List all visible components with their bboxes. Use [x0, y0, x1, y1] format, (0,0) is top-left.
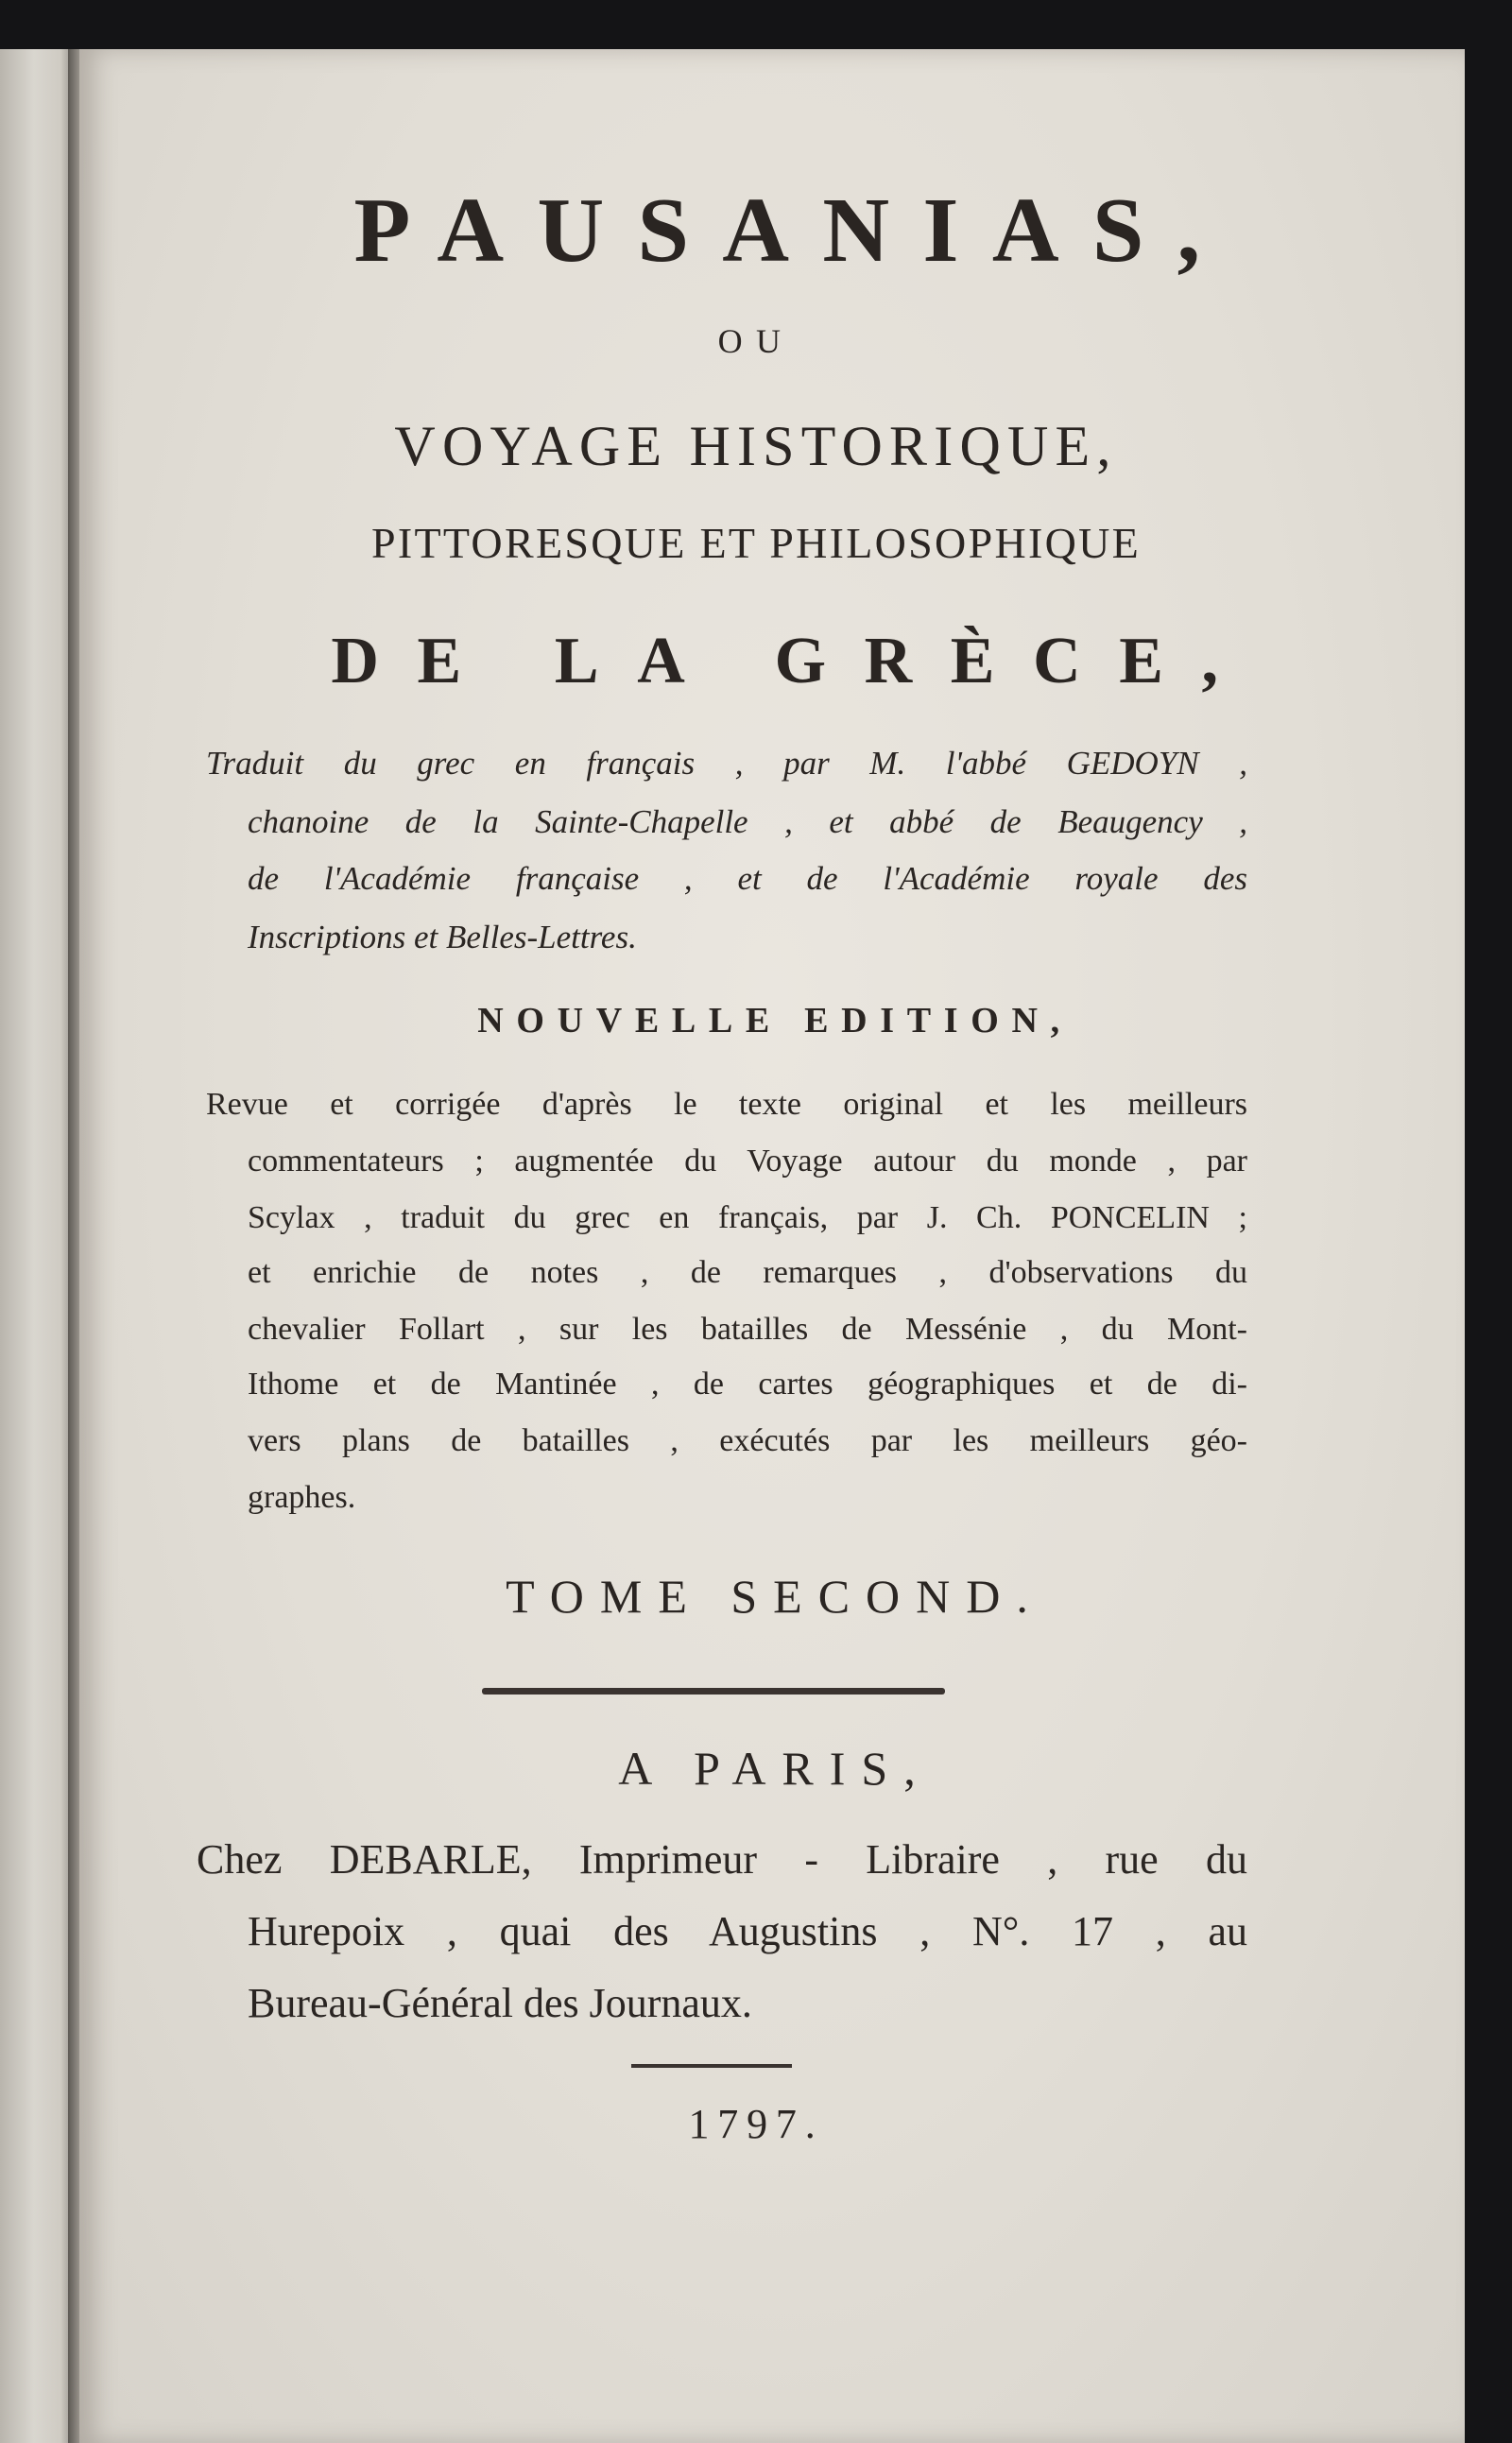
description-line-5: chevalier Follart , sur les batailles de Messénie , du Mont-	[248, 1312, 1247, 1347]
translator-line-1: Traduit du grec en français , par M. l'abbé GEDOYN ,	[206, 745, 1247, 782]
imprint-line-3: Bureau-Général des Journaux.	[248, 1980, 752, 2026]
description-line-3: Scylax , traduit du grec en français, par J. Ch. PONCELIN ;	[248, 1200, 1247, 1235]
description-line-2: commentateurs ; augmentée du Voyage autour du monde , par	[248, 1144, 1247, 1178]
translator-line-4: Inscriptions et Belles-Lettres.	[248, 919, 637, 955]
subtitle-line-2: PITTORESQUE ET PHILOSOPHIQUE	[370, 519, 1142, 567]
subtitle-line-3: DE LA GRÈCE,	[331, 625, 1257, 697]
volume-heading: TOME SECOND.	[506, 1570, 1044, 1623]
conjunction: OU	[717, 322, 795, 360]
place-of-publication: A PARIS,	[618, 1742, 932, 1795]
main-title: PAUSANIAS,	[353, 180, 1234, 282]
edition-heading: NOUVELLE EDITION,	[477, 1001, 1073, 1041]
imprint-line-1: Chez DEBARLE, Imprimeur - Libraire , rue du	[197, 1836, 1247, 1883]
description-line-4: et enrichie de notes , de remarques , d'observations du	[248, 1255, 1247, 1290]
publication-year: 1797.	[688, 2101, 824, 2147]
short-rule	[631, 2064, 792, 2068]
description-line-6: Ithome et de Mantinée , de cartes géographiques et de di-	[248, 1367, 1247, 1402]
title-page	[79, 49, 1465, 2443]
description-line-1: Revue et corrigée d'après le texte original et les meilleurs	[206, 1087, 1247, 1122]
translator-line-3: de l'Académie française , et de l'Académie royale des	[248, 860, 1247, 897]
left-page-edge	[0, 49, 76, 2443]
translator-line-2: chanoine de la Sainte-Chapelle , et abbé de Beaugency ,	[248, 803, 1247, 840]
imprint-line-2: Hurepoix , quai des Augustins , N°. 17 , au	[248, 1908, 1247, 1954]
description-line-8: graphes.	[248, 1480, 356, 1515]
subtitle-line-1: VOYAGE HISTORIQUE,	[394, 415, 1118, 477]
description-line-7: vers plans de batailles , exécutés par les meilleurs géo-	[248, 1423, 1247, 1458]
ornamental-rule	[482, 1688, 945, 1695]
